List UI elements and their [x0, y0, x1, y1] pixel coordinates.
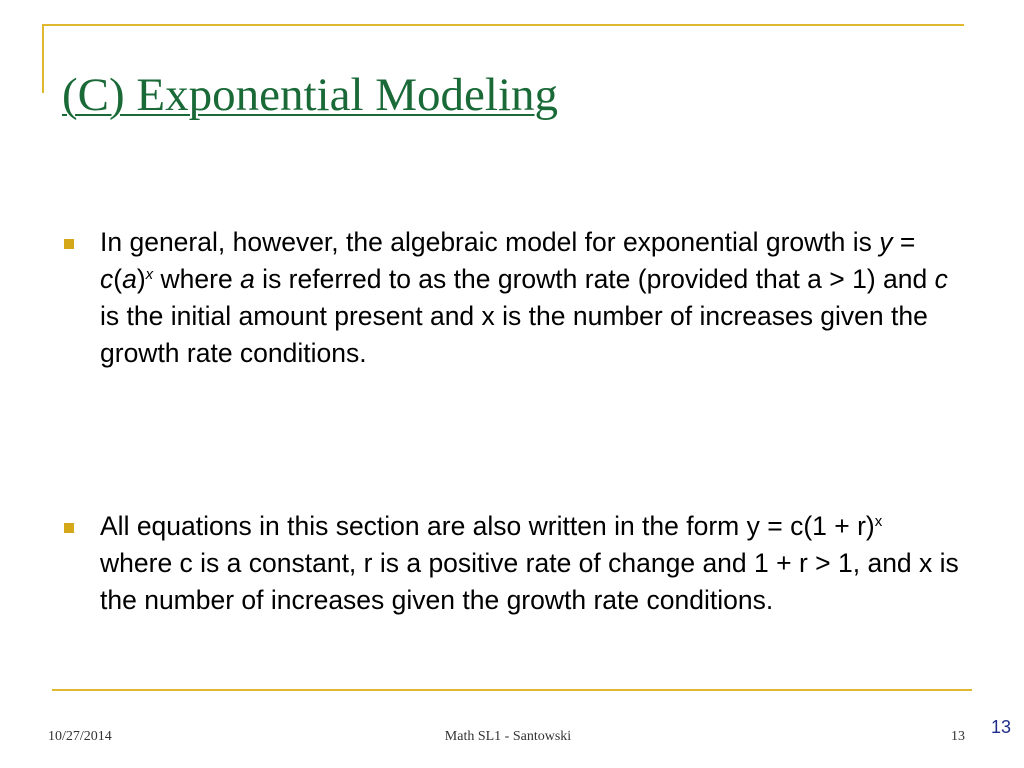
math-var-a: a — [122, 264, 137, 294]
text-run: is the initial amount present and x is the number of increases given the growth rate conditions. — [100, 301, 928, 368]
text-run: All equations in this section are also written in the form y = c(1 + r) — [100, 511, 875, 541]
frame-top-line — [42, 24, 964, 26]
text-run: ( — [113, 264, 123, 294]
slide-number: 13 — [990, 717, 1011, 737]
text-run: is referred to as the growth rate (provided that a > 1) and — [254, 264, 935, 294]
square-bullet-icon — [64, 239, 74, 249]
text-run: = — [892, 227, 916, 257]
math-var-c: c — [934, 264, 948, 294]
text-run: where — [153, 264, 241, 294]
text-run: In general, however, the algebraic model for exponential growth is — [100, 227, 880, 257]
square-bullet-icon — [64, 523, 74, 533]
slide-title: (C) Exponential Modeling — [62, 69, 559, 121]
footer-page-number: 13 — [951, 729, 965, 744]
math-var-a: a — [240, 264, 255, 294]
bullet-text — [100, 224, 964, 372]
math-var-c: c — [100, 264, 114, 294]
math-exponent-x: x — [145, 266, 154, 283]
bullet-item-growth-model — [64, 224, 964, 372]
footer-course-label: Math SL1 - Santowski — [444, 729, 572, 744]
frame-bottom-line — [52, 689, 972, 691]
frame-left-line — [42, 24, 44, 93]
footer-date: 10/27/2014 — [48, 729, 112, 744]
math-var-y: y — [879, 227, 893, 257]
text-run: where c is a constant, r is a positive rate of change and 1 + r > 1, and x is the number of increases given the growth rate conditions. — [100, 511, 967, 615]
bullet-item-alternate-form — [64, 508, 967, 619]
math-exponent-x: x — [874, 513, 883, 530]
text-run: ) — [136, 264, 146, 294]
bullet-text — [100, 508, 967, 619]
